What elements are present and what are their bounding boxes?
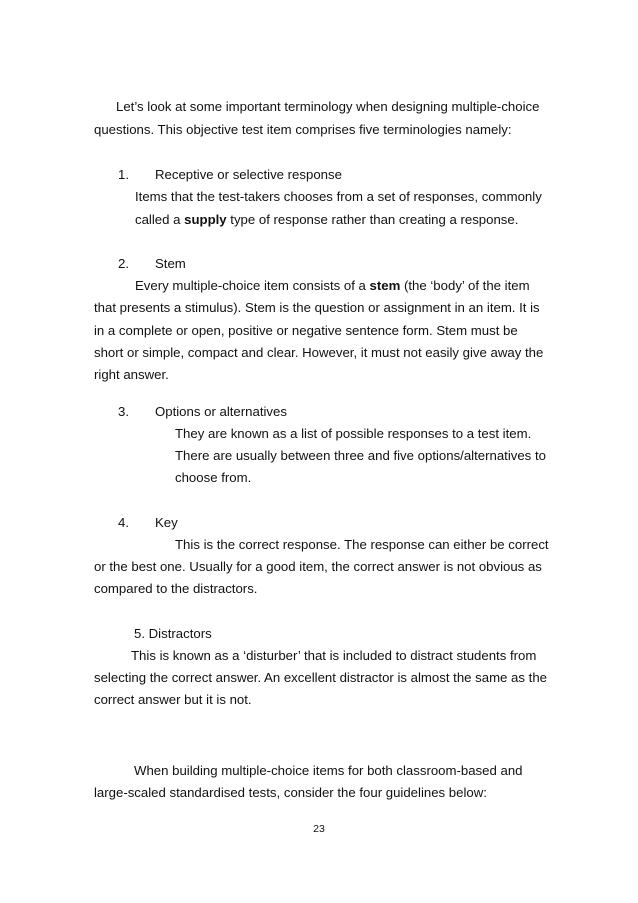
item-2-number: 2. xyxy=(118,256,129,271)
item-5-line-1: This is known as a ‘disturber’ that is included to distract students from xyxy=(131,648,537,663)
closing-line-2: large-scaled standardised tests, consider the four guidelines below: xyxy=(94,785,487,800)
item-1-line-1: Items that the test-takers chooses from a set of responses, commonly xyxy=(135,189,542,204)
page-number: 23 xyxy=(313,823,325,835)
item-1-line-2-post: type of response rather than creating a response. xyxy=(226,212,519,227)
item-1-bold-term: supply xyxy=(184,212,227,227)
item-3-line-3: choose from. xyxy=(175,470,252,485)
item-3-line-2: There are usually between three and five options/alternatives to xyxy=(175,448,546,463)
item-4-line-1: This is the correct response. The response can either be correct xyxy=(175,537,549,552)
item-4-number: 4. xyxy=(118,515,129,530)
item-1-line-2-pre: called a xyxy=(135,212,185,227)
item-2-line-4: short or simple, compact and clear. However, it must not easily give away the xyxy=(94,345,544,360)
item-3-title: Options or alternatives xyxy=(155,404,287,419)
item-2-bold-term: stem xyxy=(369,278,401,293)
item-5-heading: 5. Distractors xyxy=(134,626,212,641)
item-2-line-3: in a complete or open, positive or negative sentence form. Stem must be xyxy=(94,323,518,338)
item-3-number: 3. xyxy=(118,404,129,419)
item-4-title: Key xyxy=(155,515,178,530)
item-2-line-1-pre: Every multiple-choice item consists of a xyxy=(135,278,370,293)
item-2-line-1-post: (the ‘body’ of the item xyxy=(400,278,530,293)
intro-line-2: questions. This objective test item comprises five terminologies namely: xyxy=(94,122,512,137)
item-1-title: Receptive or selective response xyxy=(155,167,342,182)
item-4-line-2: or the best one. Usually for a good item, the correct answer is not obvious as xyxy=(94,559,542,574)
item-5-line-2: selecting the correct answer. An excellent distractor is almost the same as the xyxy=(94,670,547,685)
closing-line-1: When building multiple-choice items for both classroom-based and xyxy=(134,763,523,778)
item-4-line-3: compared to the distractors. xyxy=(94,581,258,596)
item-2-line-2: that presents a stimulus). Stem is the question or assignment in an item. It is xyxy=(94,300,540,315)
item-3-line-1: They are known as a list of possible responses to a test item. xyxy=(175,426,532,441)
intro-line-1: Let’s look at some important terminology when designing multiple-choice xyxy=(116,99,540,114)
item-1-number: 1. xyxy=(118,167,129,182)
item-2-title: Stem xyxy=(155,256,186,271)
item-1-line-2 xyxy=(135,212,518,228)
item-5-line-3: correct answer but it is not. xyxy=(94,692,252,707)
item-2-line-1 xyxy=(135,278,530,294)
item-2-line-5: right answer. xyxy=(94,367,169,382)
